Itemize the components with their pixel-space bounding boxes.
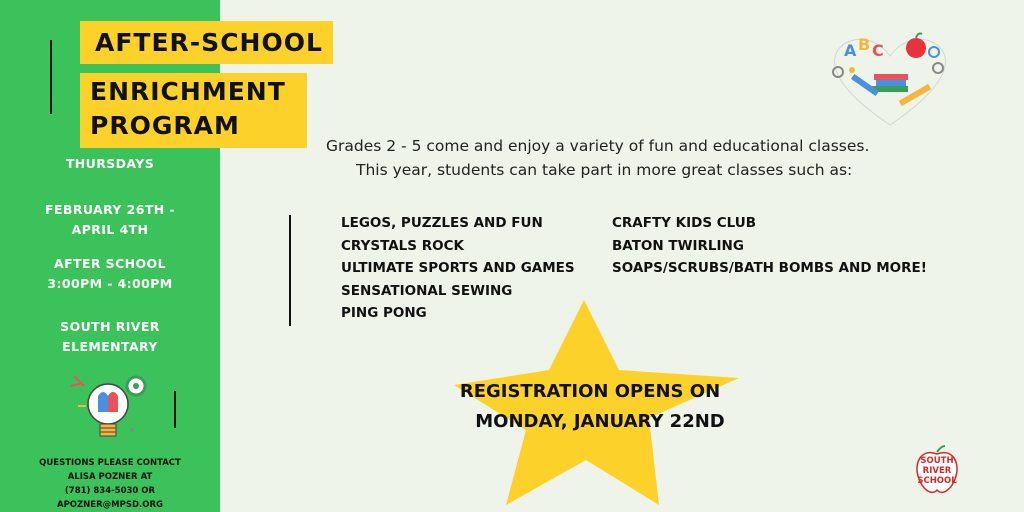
class-item: SENSATIONAL SEWING xyxy=(341,282,513,299)
bulb-divider-line xyxy=(174,391,176,428)
time-block xyxy=(0,254,220,294)
contact-block xyxy=(0,456,220,512)
logo-text xyxy=(914,456,960,486)
date-line2: APRIL 4TH xyxy=(71,222,149,237)
intro-line2: This year, students can take part in more great classes such as: xyxy=(356,161,853,179)
class-item: PING PONG xyxy=(341,305,427,321)
logo-line3: SCHOOL xyxy=(917,476,957,486)
title-line1: AFTER-SCHOOL xyxy=(80,21,333,64)
class-item: CRAFTY KIDS CLUB xyxy=(612,215,757,231)
time-line1: AFTER SCHOOL xyxy=(54,256,166,271)
day-text xyxy=(0,154,220,174)
contact-email[interactable]: APOZNER@MPSD.ORG xyxy=(56,500,163,510)
class-item: CRYSTALS ROCK xyxy=(341,237,464,254)
contact-phone: (781) 834-5030 OR xyxy=(64,486,156,496)
contact-line1: QUESTIONS PLEASE CONTACT xyxy=(39,458,181,468)
lightbulb-brain-icon xyxy=(66,372,156,446)
title-box-2 xyxy=(80,73,307,148)
date-range xyxy=(0,200,220,240)
svg-text:A: A xyxy=(844,41,857,60)
left-accent-line xyxy=(50,40,52,114)
classes-divider-line xyxy=(289,215,291,326)
intro-paragraph xyxy=(326,134,869,182)
svg-text:B: B xyxy=(858,35,871,54)
day-label: THURSDAYS xyxy=(65,156,155,171)
class-item: BATON TWIRLING xyxy=(612,237,744,254)
classes-column-2 xyxy=(612,212,927,280)
class-item: LEGOS, PUZZLES AND FUN xyxy=(341,215,543,231)
south-river-school-logo xyxy=(914,444,960,496)
location-line2: ELEMENTARY xyxy=(62,339,158,354)
registration-line1: REGISTRATION OPENS ON xyxy=(459,381,721,402)
location-line1: SOUTH RIVER xyxy=(60,319,160,334)
registration-date: MONDAY, JANUARY 22ND xyxy=(475,411,725,432)
class-item: SOAPS/SCRUBS/BATH BOMBS AND MORE! xyxy=(612,260,927,276)
title-line3: PROGRAM xyxy=(90,111,240,140)
title-line2: ENRICHMENT xyxy=(90,77,286,106)
logo-line1: SOUTH xyxy=(920,456,954,466)
svg-text:C: C xyxy=(872,41,884,60)
logo-line2: RIVER xyxy=(922,466,952,476)
class-item: ULTIMATE SPORTS AND GAMES xyxy=(341,260,575,276)
contact-line2: ALISA POZNER AT xyxy=(67,472,153,482)
intro-line1: Grades 2 - 5 come and enjoy a variety of fun and educational classes. xyxy=(326,137,870,155)
date-line1: FEBRUARY 26TH - xyxy=(45,202,175,217)
time-line2: 3:00PM - 4:00PM xyxy=(47,276,173,291)
location-block xyxy=(0,317,220,357)
registration-notice xyxy=(440,377,740,437)
school-supplies-heart-icon xyxy=(828,30,952,130)
